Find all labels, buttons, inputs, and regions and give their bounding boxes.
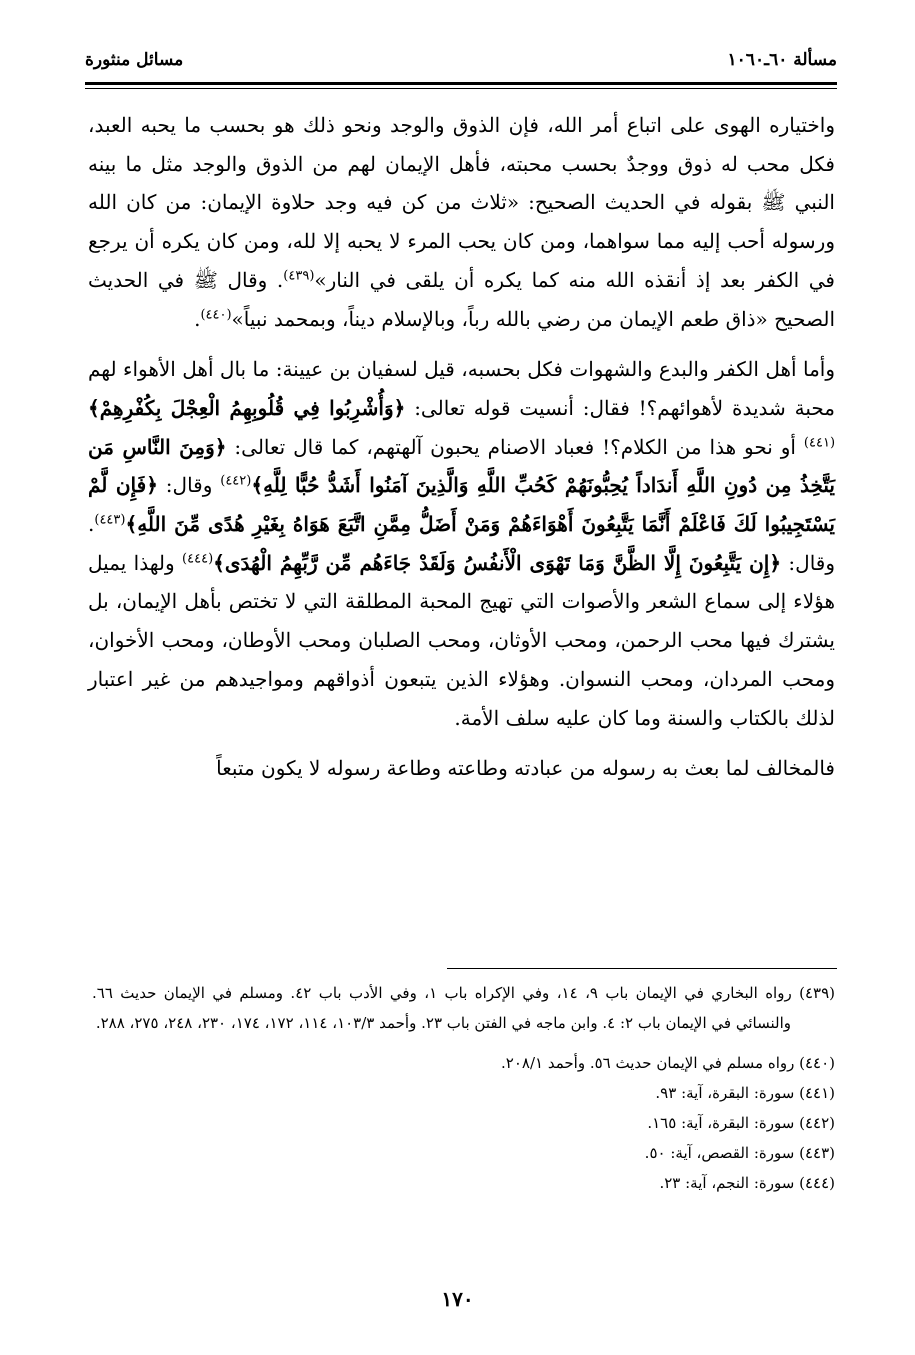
quran-quote-441: ﴿وَأُشْرِبُوا فِي قُلُوبِهِمُ الْعِجْلَ بِكُفْرِهِمْ﴾: [88, 395, 406, 420]
quran-quote-443: ﴿فَإِن لَّمْ يَسْتَجِيبُوا لَكَ فَاعْلَمْ أَنَّمَا يَتَّبِعُونَ أَهْوَاءَهُمْ وَمَنْ أَضَلُّ مِمَّنِ اتَّبَعَ هَوَاهُ بِغَيْرِ هُدًى مِّنَ اللَّهِ﴾: [88, 473, 835, 537]
footnote-444: (٤٤٤) سورة: النجم، آية: ٢٣.: [659, 1174, 835, 1192]
footnote-443: (٤٤٣) سورة: القصص، آية: ٥٠.: [644, 1144, 835, 1162]
paragraph-1: [88, 106, 835, 338]
footnote-ref-442: (٤٤٢): [220, 473, 252, 489]
footnote-ref-444: (٤٤٤): [182, 551, 214, 567]
paragraph-2-text-e: ولهذا يميل هؤلاء إلى سماع الشعر والأصوات التي تهيج المحبة المطلقة التي لا تختص بأهل الإيمان، بل يشترك فيها محب الرحمن، ومحب الأوثان، ومحب الصلبان ومحب الأوطان، ومحب الأخوان، ومحب المردان، ومحب النسوان. وهؤلاء الذين يتبعون أذواقهم ومواجيدهم من غير اعتبار لذلك بالكتاب والسنة وما كان عليه سلف الأمة.: [88, 550, 835, 730]
paragraph-3: فالمخالف لما بعث به رسوله من عبادته وطاعته وطاعة رسوله لا يكون متبعاً: [216, 756, 835, 781]
footnote-439: (٤٣٩) رواه البخاري في الإيمان باب ٩، ١٤، وفي الإكراه باب ١، وفي الأدب باب ٤٢. ومسلم في الإيمان حديث ٦٦. والنسائي في الإيمان باب ٢: ٤. وابن ماجه في الفتن باب ٢٣. وأحمد ١٠٣/٣، ١١٤، ١٧٢، ١٧٤، ٢٣٠، ٢٤٨، ٢٧٥، ٢٨٨.: [92, 984, 835, 1032]
paragraph-1-text-c: .: [194, 306, 201, 331]
running-header-question-number: مسألة ٦٠ـ١٠٦٠: [727, 50, 837, 70]
paragraph-2-text-d: . وقال:: [88, 512, 836, 575]
paragraph-1-text-a: واختياره الهوى على اتباع أمر الله، فإن الذوق والوجد ونحو ذلك هو بحسب ما يحبه العبد، فكل محب له ذوق ووجدٌ بحسب محبته، فأهل الإيمان لهم من الذوق والوجد مثل ما بينه النبي ﷺ بقوله في الحديث الصحيح: «ثلاث من كن فيه وجد حلاوة الإيمان: من كان الله ورسوله أحب إليه مما سواهما، ومن كان يحب المرء لا يحبه إلا لله، ومن كان يكره أن يرجع في الكفر بعد إذ أنقذه الله منه كما يكره أن يلقى في النار»: [88, 113, 835, 292]
quran-quote-444: ﴿إِن يَتَّبِعُونَ إِلَّا الظَّنَّ وَمَا تَهْوَى الْأَنفُسُ وَلَقَدْ جَاءَهُم مِّن رَّبِّهِمُ الْهُدَى﴾: [213, 550, 782, 575]
running-header-section-title: مسائل منثورة: [85, 50, 184, 70]
paragraph-2-text-a: وأما أهل الكفر والبدع والشهوات فكل بحسبه، قيل لسفيان بن عيينة: ما بال أهل الأهواء لهم محبة شديدة لأهوائهم؟! فقال: أنسيت قوله تعالى:: [88, 357, 835, 420]
main-text: [88, 106, 835, 788]
footnote-440: (٤٤٠) رواه مسلم في الإيمان حديث ٥٦. وأحمد ٢٠٨/١.: [501, 1054, 835, 1072]
quran-quote-442: ﴿وَمِنَ النَّاسِ مَن يَتَّخِذُ مِن دُونِ اللَّهِ أَندَاداً يُحِبُّونَهُمْ كَحُبِّ اللَّهِ وَالَّذِينَ آمَنُوا أَشَدُّ حُبًّا لِلَّهِ﴾: [88, 434, 835, 498]
paragraph-2: [88, 350, 835, 737]
footnote-separator: [447, 968, 837, 969]
paragraph-2-text-c: وقال:: [165, 473, 213, 498]
footnote-ref-441: (٤٤١): [803, 434, 836, 450]
footnote-ref-443: (٤٤٣): [94, 512, 126, 528]
footnote-441: (٤٤١) سورة: البقرة، آية: ٩٣.: [655, 1084, 835, 1102]
footnote-442: (٤٤٢) سورة: البقرة، آية: ١٦٥.: [647, 1114, 835, 1132]
page-number: ١٧٠: [441, 1287, 474, 1311]
header-rule-thin: [85, 88, 837, 89]
footnotes: [92, 978, 835, 1198]
header-rule-thick: [85, 82, 837, 85]
paragraph-2-text-b: أو نحو هذا من الكلام؟! فعباد الاصنام يحبون آلهتهم، كما قال تعالى:: [234, 434, 796, 459]
paragraph-1-text-b: . وقال ﷺ في الحديث الصحيح «ذاق طعم الإيمان من رضي بالله رباً، وبالإسلام ديناً، وبمحمد نبياً»: [88, 267, 835, 331]
footnote-ref-440: (٤٤٠): [200, 306, 232, 322]
footnote-ref-439: (٤٣٩): [283, 268, 315, 284]
